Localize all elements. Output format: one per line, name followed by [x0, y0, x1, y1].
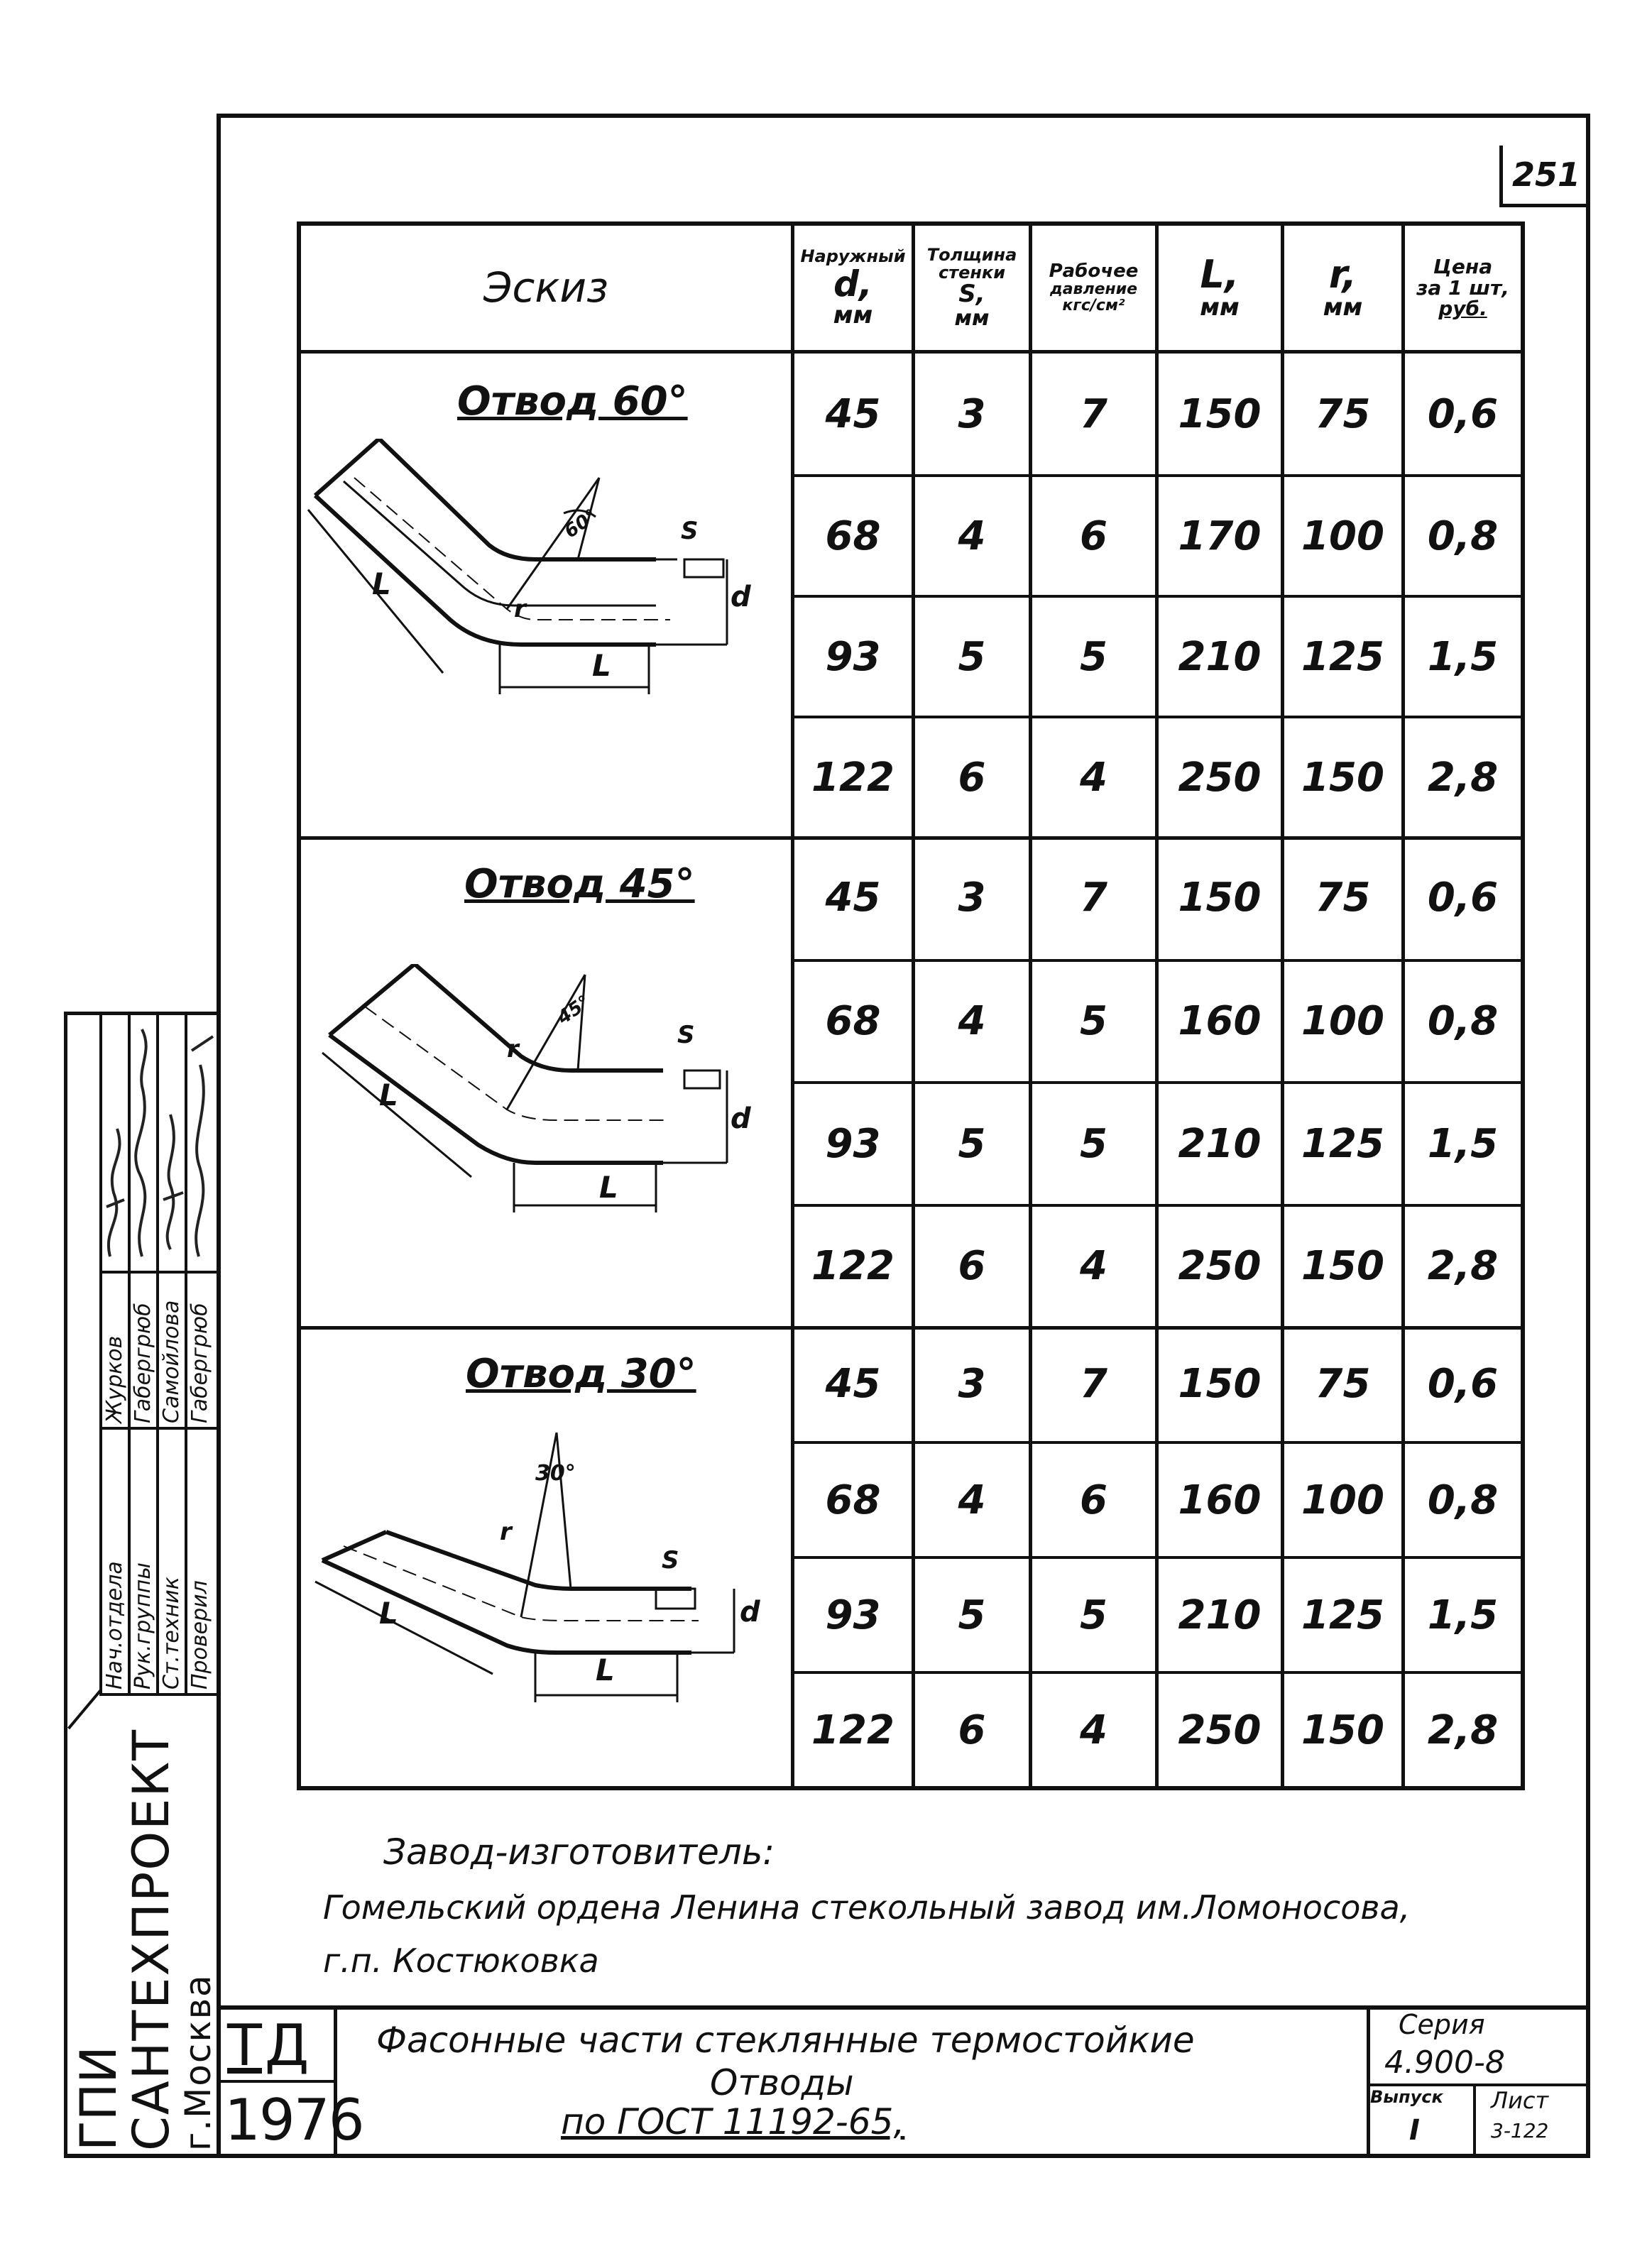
series-label: Серия	[1399, 2009, 1485, 2040]
page-number: 251	[1511, 155, 1581, 194]
table-cell-thickness: 4	[912, 959, 1029, 1082]
table-cell-radius: 150	[1281, 1204, 1401, 1327]
header-sketch-label: Эскиз	[483, 263, 608, 312]
table-cell-pressure: 6	[1029, 474, 1155, 595]
table-cell-price: 0,6	[1401, 836, 1521, 959]
group-title-45: Отвод 45°	[464, 861, 695, 907]
header-price-line2: за 1 шт,	[1416, 275, 1509, 300]
stamp-row-div1	[99, 1271, 217, 1274]
elbow-45-r-label: r	[507, 1035, 519, 1063]
title-block-div5	[221, 2080, 334, 2083]
header-sketch	[301, 226, 791, 350]
title-block-div3	[1367, 2083, 1588, 2086]
table-cell-price: 1,5	[1401, 1556, 1521, 1671]
sign-role-3: Ст.техник	[159, 1577, 184, 1690]
elbow-45-s-label: S	[677, 1021, 695, 1049]
doc-title-line2: Отводы	[710, 2062, 854, 2103]
elbow-45-L-label: L	[599, 1170, 618, 1205]
elbow-45-d-label: d	[731, 1102, 751, 1135]
frame-left	[217, 114, 221, 2158]
table-cell-thickness: 4	[912, 474, 1029, 595]
table-cell-price: 0,8	[1401, 474, 1521, 595]
table-cell-thickness: 6	[912, 716, 1029, 836]
table-cell-diameter: 122	[791, 1204, 912, 1327]
table-cell-radius: 125	[1281, 1081, 1401, 1204]
doc-title-line1: Фасонные части стеклянные термостойкие	[376, 2020, 1195, 2061]
elbow-60-s-label: S	[681, 517, 699, 545]
header-radius	[1281, 226, 1401, 350]
table-cell-radius: 75	[1281, 836, 1401, 959]
elbow-45-L2-label: L	[379, 1078, 398, 1112]
table-cell-thickness: 3	[912, 1326, 1029, 1441]
table-cell-pressure: 7	[1029, 1326, 1155, 1441]
elbow-45-angle-label: 45°	[553, 991, 595, 1029]
sign-name-1: Журков	[102, 1335, 127, 1423]
header-d-line2: d,	[833, 263, 873, 305]
table-cell-price: 1,5	[1401, 595, 1521, 716]
elbow-30-L2-label: L	[379, 1596, 398, 1631]
table-cell-pressure: 4	[1029, 1204, 1155, 1327]
table-cell-price: 0,8	[1401, 1441, 1521, 1556]
table-cell-price: 0,6	[1401, 354, 1521, 474]
sheet-label: Лист	[1491, 2087, 1549, 2114]
table-cell-radius: 150	[1281, 716, 1401, 836]
table-cell-price: 0,6	[1401, 1326, 1521, 1441]
table-cell-radius: 75	[1281, 1326, 1401, 1441]
table-cell-radius: 125	[1281, 595, 1401, 716]
header-pressure	[1029, 226, 1155, 350]
table-cell-length: 160	[1155, 959, 1281, 1082]
title-block-div2	[1367, 2005, 1370, 2156]
elbow-60-L-label: L	[592, 648, 611, 683]
header-d-line1: Наружный	[800, 246, 906, 266]
table-cell-thickness: 6	[912, 1204, 1029, 1327]
table-cell-price: 0,8	[1401, 959, 1521, 1082]
year-label: 1976	[224, 2087, 363, 2153]
table-cell-diameter: 122	[791, 716, 912, 836]
sign-name-3: Самойлова	[159, 1300, 184, 1423]
table-cell-diameter: 68	[791, 1441, 912, 1556]
header-price-line3: руб.	[1438, 297, 1487, 321]
table-cell-diameter: 45	[791, 354, 912, 474]
table-cell-length: 150	[1155, 354, 1281, 474]
elbow-60-r-label: r	[514, 595, 526, 623]
header-r-line2: мм	[1323, 293, 1363, 322]
table-cell-radius: 100	[1281, 474, 1401, 595]
stamp-row-div2	[99, 1427, 217, 1430]
sheet-value: 3-122	[1491, 2119, 1549, 2142]
title-block-top	[217, 2005, 1590, 2010]
sign-name-2: Габергрюб	[131, 1303, 155, 1423]
frame-top	[217, 114, 1590, 118]
table-cell-diameter: 93	[791, 595, 912, 716]
elbow-30-d-label: d	[740, 1596, 760, 1628]
sign-role-4: Проверил	[187, 1580, 212, 1690]
org-name-line3: г.Москва	[177, 1973, 219, 2151]
table-cell-thickness: 5	[912, 595, 1029, 716]
manufacturer-line1: Гомельский ордена Ленина стекольный завод им.Ломоносова,	[323, 1888, 1411, 1927]
header-s-line1: Толщина	[926, 244, 1017, 265]
group-title-60: Отвод 60°	[457, 378, 688, 425]
header-s-line4: мм	[954, 305, 990, 331]
table-cell-diameter: 93	[791, 1081, 912, 1204]
series-value: 4.900-8	[1384, 2044, 1505, 2081]
header-r-line1: r,	[1328, 252, 1357, 297]
table-cell-length: 210	[1155, 595, 1281, 716]
frame-bottom	[64, 2154, 1590, 2158]
issue-value: I	[1409, 2114, 1420, 2147]
elbow-45-sketch	[301, 964, 791, 1241]
table-cell-length: 250	[1155, 1671, 1281, 1786]
table-cell-length: 250	[1155, 1204, 1281, 1327]
handwritten-signatures	[99, 1022, 217, 1267]
table-cell-thickness: 3	[912, 354, 1029, 474]
table-cell-length: 250	[1155, 716, 1281, 836]
fittings-table	[297, 221, 1525, 1790]
org-name-line2: САНТЕХПРОЕКТ	[122, 1729, 180, 2151]
sign-role-1: Нач.отдела	[102, 1561, 127, 1690]
sign-role-2: Рук.группы	[131, 1562, 155, 1690]
elbow-60-angle-label: 60°	[560, 505, 602, 543]
table-cell-length: 160	[1155, 1441, 1281, 1556]
table-cell-price: 2,8	[1401, 1204, 1521, 1327]
header-p-line3: кгс/см²	[1062, 297, 1125, 315]
header-diameter	[791, 226, 912, 350]
manufacturer-heading: Завод-изготовитель:	[383, 1831, 775, 1873]
table-cell-price: 2,8	[1401, 716, 1521, 836]
table-cell-diameter: 68	[791, 474, 912, 595]
stamp-slash	[67, 1690, 102, 1729]
page-number-box	[1499, 146, 1590, 207]
frame-right	[1586, 114, 1590, 2158]
table-cell-radius: 100	[1281, 1441, 1401, 1556]
table-cell-radius: 150	[1281, 1671, 1401, 1786]
table-cell-length: 150	[1155, 1326, 1281, 1441]
table-cell-pressure: 5	[1029, 959, 1155, 1082]
header-p-line1: Рабочее	[1049, 260, 1139, 282]
table-cell-diameter: 93	[791, 1556, 912, 1671]
elbow-60-L2-label: L	[372, 566, 391, 601]
table-cell-radius: 125	[1281, 1556, 1401, 1671]
stamp-frame-top	[64, 1012, 217, 1015]
table-cell-pressure: 4	[1029, 1671, 1155, 1786]
table-cell-thickness: 4	[912, 1441, 1029, 1556]
manufacturer-line2: г.п. Костюковка	[323, 1942, 599, 1980]
table-cell-diameter: 122	[791, 1671, 912, 1786]
table-cell-price: 1,5	[1401, 1081, 1521, 1204]
header-price	[1401, 226, 1521, 350]
elbow-30-s-label: S	[662, 1546, 679, 1575]
table-cell-pressure: 4	[1029, 716, 1155, 836]
table-cell-pressure: 7	[1029, 836, 1155, 959]
header-d-line3: мм	[833, 300, 873, 329]
elbow-60-d-label: d	[731, 581, 751, 613]
header-L-line1: L,	[1200, 252, 1240, 297]
table-cell-length: 170	[1155, 474, 1281, 595]
table-cell-pressure: 5	[1029, 1081, 1155, 1204]
table-cell-length: 150	[1155, 836, 1281, 959]
org-name-line1: ГПИ	[70, 2046, 128, 2151]
elbow-30-angle-label: 30°	[535, 1461, 576, 1486]
table-cell-thickness: 3	[912, 836, 1029, 959]
table-cell-pressure: 5	[1029, 1556, 1155, 1671]
table-cell-length: 210	[1155, 1556, 1281, 1671]
table-cell-thickness: 5	[912, 1556, 1029, 1671]
header-p-line2: давление	[1049, 280, 1138, 299]
table-cell-thickness: 6	[912, 1671, 1029, 1786]
doc-title-line3: по ГОСТ 11192-65,	[561, 2101, 905, 2142]
group-title-30: Отвод 30°	[466, 1351, 696, 1397]
td-label: ТД	[227, 2013, 312, 2079]
table-cell-pressure: 5	[1029, 595, 1155, 716]
header-price-line1: Цена	[1433, 255, 1493, 279]
table-cell-pressure: 6	[1029, 1441, 1155, 1556]
elbow-30-L-label: L	[596, 1653, 615, 1687]
table-cell-price: 2,8	[1401, 1671, 1521, 1786]
table-cell-pressure: 7	[1029, 354, 1155, 474]
table-cell-diameter: 68	[791, 959, 912, 1082]
table-cell-length: 210	[1155, 1081, 1281, 1204]
header-L-line2: мм	[1200, 293, 1240, 322]
table-cell-diameter: 45	[791, 836, 912, 959]
sign-name-4: Габергрюб	[187, 1303, 212, 1423]
table-cell-diameter: 45	[791, 1326, 912, 1441]
issue-label: Выпуск	[1370, 2087, 1443, 2107]
table-cell-thickness: 5	[912, 1081, 1029, 1204]
stamp-frame-left	[64, 1012, 67, 2156]
header-length	[1155, 226, 1281, 350]
table-cell-radius: 75	[1281, 354, 1401, 474]
header-s-line3: S,	[958, 280, 985, 309]
title-block-div4	[1473, 2083, 1476, 2156]
elbow-30-r-label: r	[500, 1518, 512, 1546]
header-s-line2: стенки	[938, 262, 1006, 283]
table-cell-radius: 100	[1281, 959, 1401, 1082]
header-thickness	[912, 226, 1029, 350]
stamp-row-div3	[99, 1693, 217, 1696]
